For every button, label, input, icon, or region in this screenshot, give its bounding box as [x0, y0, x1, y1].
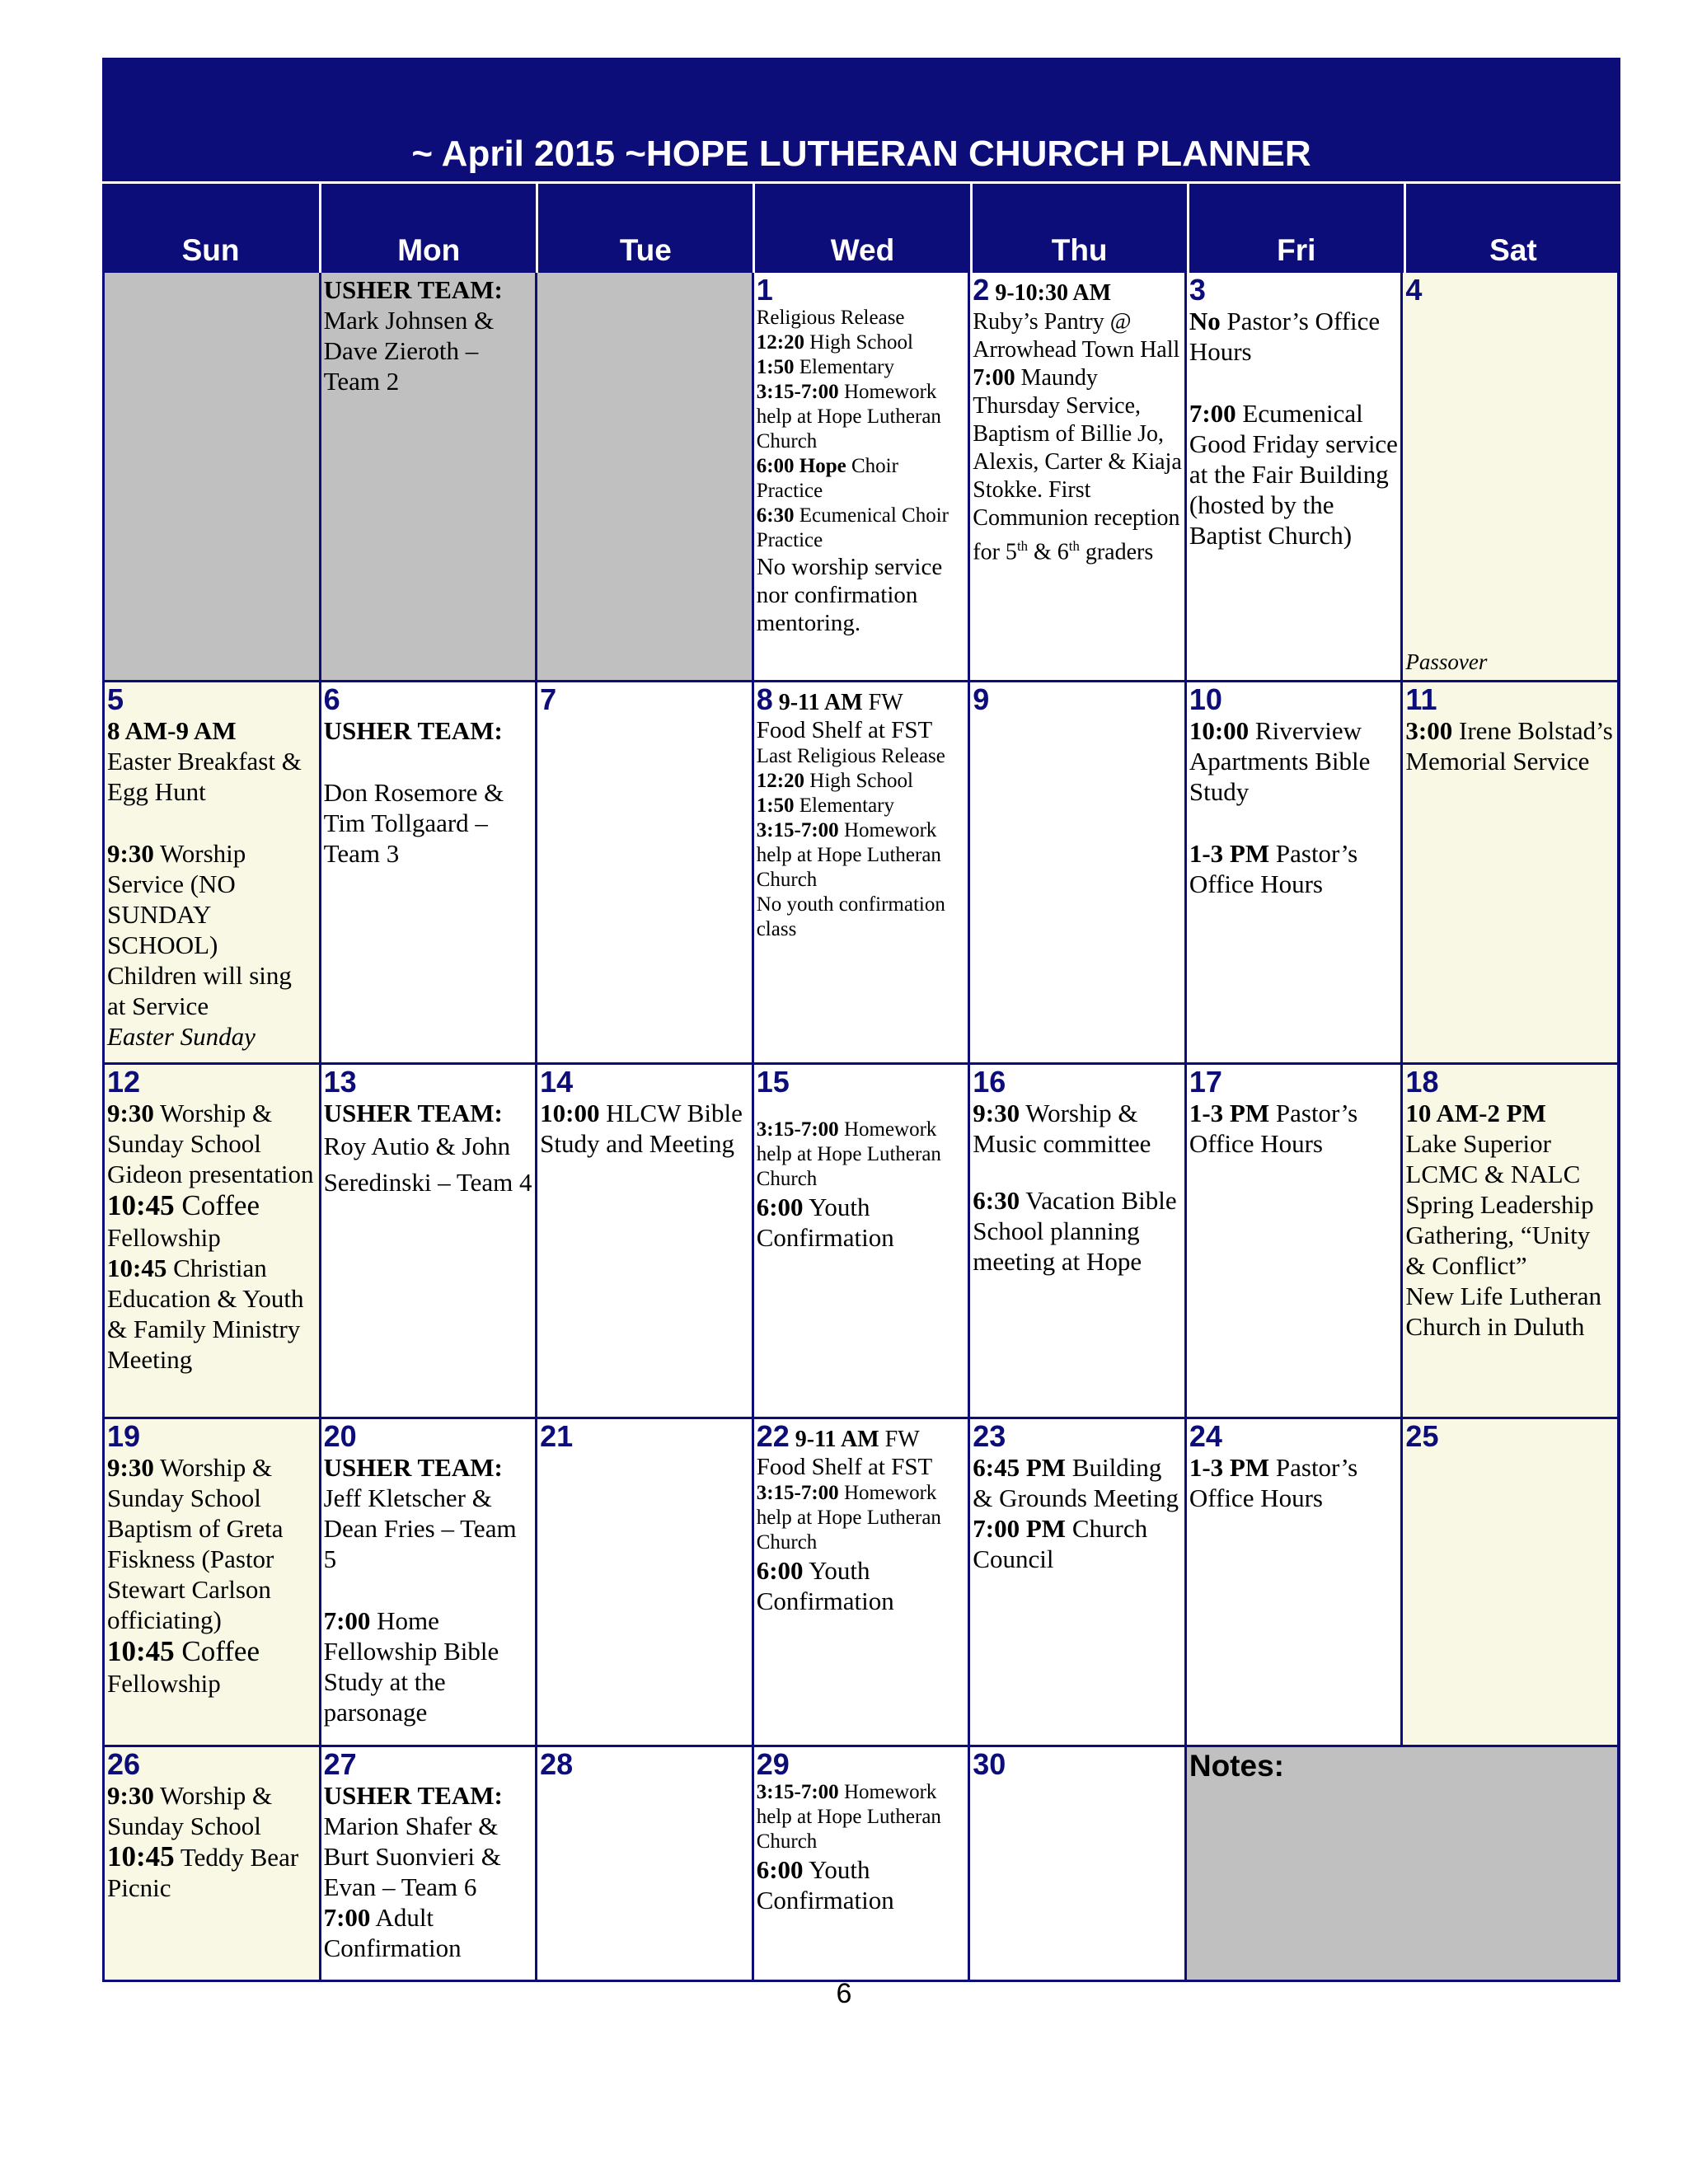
day-number: 14 [540, 1065, 574, 1099]
event-text: Food Shelf at FST [756, 717, 933, 743]
day-cell-16 [970, 1065, 1187, 1419]
page-number: 6 [836, 1978, 852, 2009]
event-text: Baptism of Greta Fiskness (Pastor Stewart Carlson officiating) [107, 1514, 284, 1634]
day-number: 17 [1189, 1065, 1222, 1099]
event: 10:00 HLCW Bible Study and Meeting [540, 1099, 743, 1158]
day-cell-24 [1187, 1419, 1404, 1747]
event-text: New Life Lutheran Church in Duluth [1405, 1282, 1601, 1341]
day-cell-1 [754, 273, 971, 682]
day-number: 8 [756, 682, 773, 716]
event: 10:45 Christian Education & Youth & Family Ministry Meeting [107, 1254, 304, 1374]
event-text: Food Shelf at FST [756, 1454, 933, 1480]
empty-day-cell [105, 273, 321, 682]
event-text: Don Rosemore & Tim Tollgaard – Team 3 [323, 778, 504, 868]
day-cell-27 [321, 1747, 538, 1982]
usher-team-label: USHER TEAM: [323, 1099, 503, 1127]
day-cell-20 [321, 1419, 538, 1747]
event-text: Fellowship [107, 1223, 221, 1252]
event-text: Ruby’s Pantry @ Arrowhead Town Hall [973, 309, 1180, 363]
event-text: Last Religious Release [756, 745, 945, 767]
week-row [102, 273, 1620, 682]
usher-team-label: USHER TEAM: [323, 275, 503, 304]
day-header-thu: Thu [970, 184, 1187, 273]
day-header-sun: Sun [181, 233, 240, 267]
day-cell-7 [537, 682, 754, 1065]
event-text: Religious Release [756, 307, 905, 329]
day-cell-29 [754, 1747, 971, 1982]
day-cell-18 [1403, 1065, 1620, 1419]
event: 9:30 Worship & Sunday School [107, 1781, 273, 1840]
day-number: 23 [973, 1419, 1006, 1453]
event-text: Easter Breakfast & Egg Hunt [107, 747, 302, 806]
event-text: Mark Johnsen & [323, 306, 495, 335]
day-number: 11 [1405, 682, 1437, 716]
event-text: Lake Superior LCMC & NALC Spring Leadership Gathering, “Unity & Conflict” [1405, 1129, 1594, 1280]
day-header-fri: Fri [1187, 184, 1404, 273]
day-number: 28 [540, 1747, 574, 1781]
event-text: Team 2 [323, 367, 400, 396]
event-time: 10 AM-2 PM [1405, 1099, 1546, 1127]
day-cell-14 [537, 1065, 754, 1419]
calendar-title: ~ April 2015 ~HOPE LUTHERAN CHURCH PLANNER [102, 58, 1620, 181]
event-text: Gideon presentation [107, 1160, 314, 1188]
event: 3:00 Irene Bolstad’s Memorial Service [1405, 716, 1613, 776]
day-cell-23 [970, 1419, 1187, 1747]
day-cell-19 [105, 1419, 321, 1747]
event: 9:30 Worship & Music committee [973, 1099, 1151, 1158]
event: 6:00 Youth Confirmation [756, 1855, 894, 1915]
day-cell-10 [1187, 682, 1404, 1065]
event: 10:45 Coffee [107, 1635, 260, 1667]
day-cell-8: 8 9-11 AM FW Food Shelf at FST Last Religious Release 12:20 High School 1:50 Elementary 3:15-7:00 Homework help at Hope Lutheran Church No youth confirmation class [754, 682, 971, 1065]
event: 6:45 PM Building & Grounds Meeting [973, 1453, 1179, 1512]
day-number: 29 [756, 1747, 790, 1781]
day-number: 27 [323, 1747, 357, 1781]
event: 6:30 Vacation Bible School planning meeting at Hope [973, 1186, 1177, 1276]
event: 10:45 Teddy Bear Picnic [107, 1840, 299, 1902]
day-number: 15 [756, 1065, 790, 1099]
event: 7:00 Home Fellowship Bible Study at the parsonage [323, 1606, 499, 1727]
week-row [102, 1747, 1620, 1982]
empty-day-cell [537, 273, 754, 682]
day-cell-11 [1403, 682, 1620, 1065]
day-number: 16 [973, 1065, 1006, 1099]
day-cell-12 [105, 1065, 321, 1419]
week-row [102, 682, 1620, 1065]
calendar [102, 58, 1620, 1982]
day-number: 6 [323, 682, 340, 716]
day-cell-28 [537, 1747, 754, 1982]
event: 3:15-7:00 Homework help at Hope Lutheran Church [756, 1482, 941, 1554]
holiday-note: Passover [1405, 649, 1488, 674]
day-cell-6 [321, 682, 538, 1065]
event: 3:15-7:00 Homework help at Hope Lutheran Church [756, 819, 941, 891]
day-cell-22: 22 9-11 AM FW Food Shelf at FST 3:15-7:00 Homework help at Hope Lutheran Church 6:00 Youth Confirmation [754, 1419, 971, 1747]
day-number: 21 [540, 1419, 574, 1453]
event: 6:00 Youth Confirmation [756, 1556, 894, 1615]
event: 7:00 Maundy Thursday Service, Baptism of Billie Jo, Alexis, Carter & Kiaja Stokke. First Communion reception for 5th & 6th graders [973, 365, 1182, 565]
day-number: 1 [756, 273, 773, 307]
event: 1-3 PM Pastor’s Office Hours [1189, 1099, 1358, 1158]
day-number: 13 [323, 1065, 357, 1099]
event: No Pastor’s Office Hours [1189, 307, 1381, 366]
event-text: Dave Zieroth – [323, 336, 479, 365]
event-time: 9-11 AM [789, 1427, 879, 1452]
event: 7:00 PM Church Council [973, 1514, 1148, 1573]
day-cell-usher-team-2 [321, 273, 538, 682]
event-text: Marion Shafer & Burt Suonvieri & Evan – Team 6 [323, 1811, 501, 1901]
event-time: 9-11 AM [772, 690, 863, 715]
event-text: Children will sing at Service [107, 961, 292, 1020]
event: 6:00 Youth Confirmation [756, 1193, 894, 1252]
day-number: 3 [1189, 273, 1206, 307]
week-row [102, 1065, 1620, 1419]
event-text: No youth confirmation class [756, 893, 945, 940]
day-header-sat: Sat [1404, 184, 1620, 273]
day-header-tue: Tue [536, 184, 753, 273]
event: 9:30 Worship Service (NO SUNDAY SCHOOL) [107, 839, 246, 959]
event: 7:00 Adult Confirmation [323, 1903, 462, 1962]
event: 9:30 Worship & Sunday School [107, 1453, 273, 1512]
day-cell-2 [970, 273, 1187, 682]
day-number: 18 [1405, 1065, 1439, 1099]
event-text: Jeff Kletscher & Dean Fries – Team 5 [323, 1483, 517, 1573]
event: 3:15-7:00 Homework help at Hope Lutheran Church [756, 381, 941, 452]
day-number: 19 [107, 1419, 141, 1453]
day-cell-15 [754, 1065, 971, 1419]
event: 1-3 PM Pastor’s Office Hours [1189, 1453, 1358, 1512]
notes-cell [1187, 1747, 1620, 1982]
day-cell-21 [537, 1419, 754, 1747]
event-text: No worship service nor confirmation mentoring. [756, 554, 943, 636]
day-cell-30 [970, 1747, 1187, 1982]
day-number: 10 [1189, 682, 1222, 716]
event: 12:20 High School [756, 770, 913, 792]
day-number: 22 [756, 1419, 790, 1453]
day-cell-4 [1403, 273, 1620, 682]
event: 3:15-7:00 Homework help at Hope Lutheran Church [756, 1781, 941, 1853]
event-time: 9-10:30 AM [989, 280, 1112, 306]
day-number: 24 [1189, 1419, 1222, 1453]
event: 1-3 PM Pastor’s Office Hours [1189, 839, 1358, 898]
day-number: 20 [323, 1419, 357, 1453]
day-number: 26 [107, 1747, 141, 1781]
day-number: 7 [540, 682, 557, 716]
event: 12:20 High School [756, 331, 913, 354]
holiday-note: Easter Sunday [107, 1022, 256, 1051]
day-number: 30 [973, 1747, 1006, 1781]
day-number: 4 [1405, 273, 1423, 307]
day-cell-3 [1187, 273, 1404, 682]
day-cell-5 [105, 682, 321, 1065]
event: 1:50 Elementary [756, 356, 895, 378]
day-header-wed: Wed [753, 184, 969, 273]
day-number: 5 [107, 682, 124, 716]
usher-team-label: USHER TEAM: [323, 1453, 503, 1482]
event: 7:00 Ecumenical Good Friday service at the Fair Building (hosted by the Baptist Church) [1189, 399, 1398, 550]
event: 3:15-7:00 Homework help at Hope Lutheran Church [756, 1118, 941, 1190]
day-number: 2 [973, 273, 990, 307]
weekday-header [102, 181, 1620, 273]
day-cell-17 [1187, 1065, 1404, 1419]
usher-team-label: USHER TEAM: [323, 716, 503, 745]
event: 10:00 Riverview Apartments Bible Study [1189, 716, 1371, 806]
day-number: 9 [973, 682, 990, 716]
event: 6:00 Hope Choir Practice [756, 455, 898, 502]
day-cell-13 [321, 1065, 538, 1419]
event: 1:50 Elementary [756, 794, 895, 817]
event: 9:30 Worship & Sunday School [107, 1099, 273, 1158]
day-number: 25 [1405, 1419, 1439, 1453]
event-time: 8 AM-9 AM [107, 716, 237, 745]
day-cell-25 [1403, 1419, 1620, 1747]
event-text: Fellowship [107, 1669, 221, 1698]
event: 10:45 Coffee [107, 1189, 260, 1221]
usher-team-label: USHER TEAM: [323, 1781, 503, 1810]
week-row [102, 1419, 1620, 1747]
day-cell-26 [105, 1747, 321, 1982]
event: 6:30 Ecumenical Choir Practice [756, 504, 949, 551]
day-number: 12 [107, 1065, 141, 1099]
notes-label: Notes: [1189, 1749, 1284, 1783]
event-text: Roy Autio & John Seredinski – Team 4 [323, 1132, 532, 1197]
day-header-mon: Mon [319, 184, 536, 273]
day-cell-9 [970, 682, 1187, 1065]
